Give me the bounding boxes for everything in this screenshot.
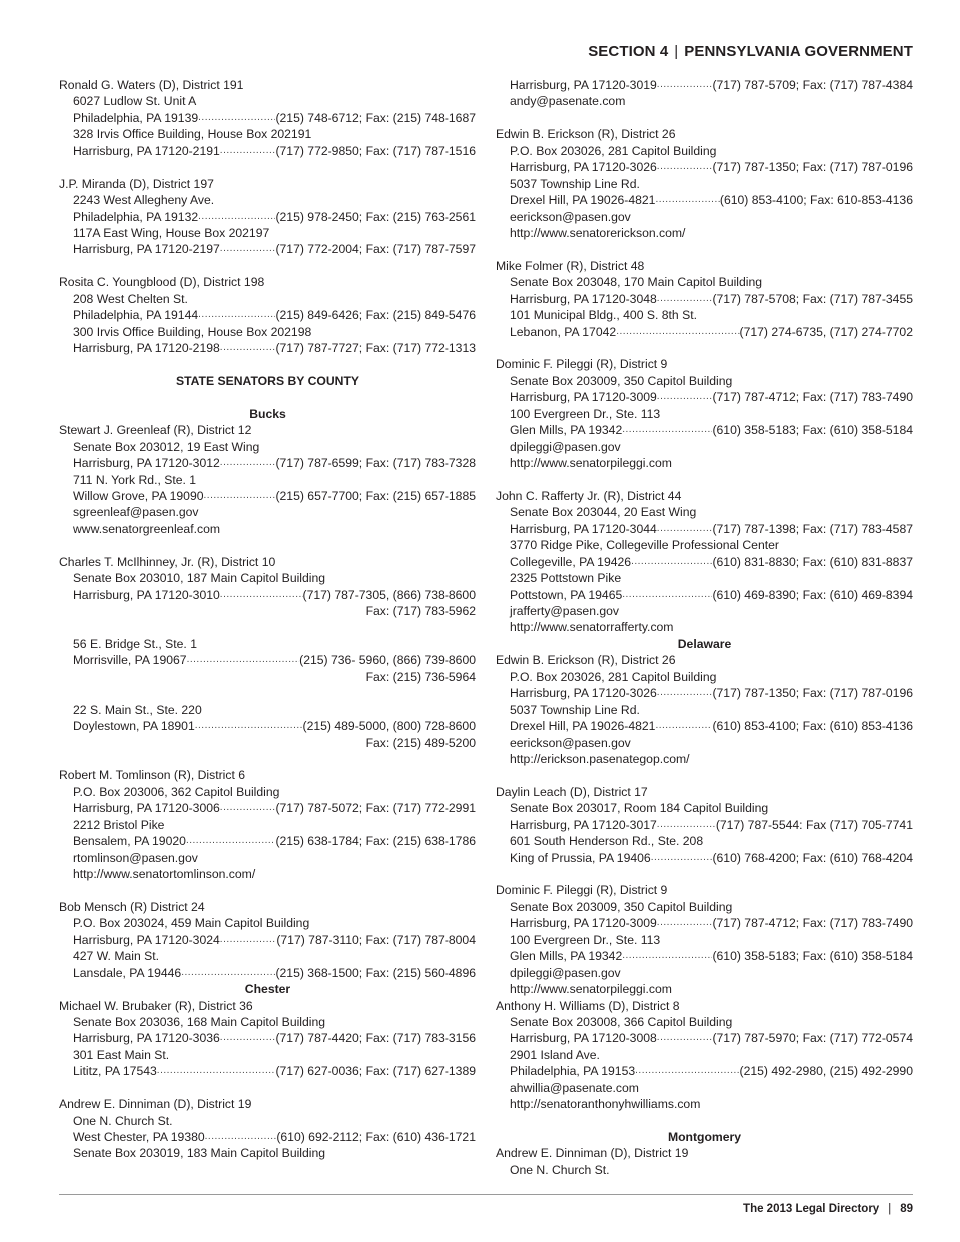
- senator-name: Charles T. McIlhinney, Jr. (R), District 10: [59, 554, 276, 569]
- contact-line: [496, 1063, 913, 1079]
- dot-leader: [657, 389, 713, 405]
- address-line: 2212 Bristol Pike: [73, 817, 165, 832]
- address-line: eerickson@pasen.gov: [510, 209, 631, 224]
- address-line: 117A East Wing, House Box 202197: [73, 225, 270, 240]
- entry-spacer: [59, 619, 476, 635]
- contact-line: [496, 324, 913, 340]
- phone-fax-text: (717) 787-4712; Fax: (717) 783-7490: [712, 916, 913, 931]
- phone-fax-text: (717) 787-5970; Fax: (717) 772-0574: [712, 1031, 913, 1046]
- address-line: 2243 West Allegheny Ave.: [73, 193, 215, 208]
- senator-name: Dominic F. Pileggi (R), District 9: [496, 883, 668, 898]
- dot-leader: [657, 685, 713, 701]
- address-text: Drexel Hill, PA 19026-4821: [510, 193, 656, 208]
- left-column: [59, 77, 476, 1162]
- entry-spacer: [496, 1113, 913, 1129]
- address-line: 711 N. York Rd., Ste. 1: [73, 472, 197, 487]
- dot-leader: [220, 932, 277, 948]
- entry-spacer: [59, 751, 476, 767]
- phone-fax-text: (717) 787-1350; Fax: (717) 787-0196: [712, 686, 913, 701]
- address-line: http://www.senatorpileggi.com: [510, 456, 672, 471]
- address-line: Senate Box 203009, 350 Capitol Building: [510, 899, 733, 914]
- address-line: andy@pasenate.com: [510, 94, 626, 109]
- entry-spacer: [59, 685, 476, 701]
- address-text: Lebanon, PA 17042: [510, 324, 617, 339]
- address-text: Morrisville, PA 19067: [73, 653, 187, 668]
- address-line: 3770 Ridge Pike, Collegeville Professional Center: [510, 538, 779, 553]
- entry-spacer: [59, 159, 476, 175]
- phone-fax-text: (717) 627-0036; Fax: (717) 627-1389: [275, 1064, 476, 1079]
- address-line: 101 Municipal Bldg., 400 S. 8th St.: [510, 308, 697, 323]
- address-line: www.senatorgreenleaf.com: [73, 521, 220, 536]
- senator-name: Bob Mensch (R) District 24: [59, 899, 205, 914]
- address-text: King of Prussia, PA 19406: [510, 850, 651, 865]
- phone-fax-text: (610) 853-4100; Fax: (610) 853-4136: [712, 719, 913, 734]
- contact-line: [496, 389, 913, 405]
- phone-fax-text: (717) 787-7727; Fax: (717) 772-1313: [275, 341, 476, 355]
- contact-line: [496, 159, 913, 175]
- address-line: Senate Box 203009, 350 Capitol Building: [510, 373, 733, 388]
- contact-line: [496, 915, 913, 931]
- address-line: http://www.senatorerickson.com/: [510, 225, 686, 240]
- address-line: ahwillia@pasenate.com: [510, 1080, 639, 1095]
- dot-leader: [220, 241, 276, 257]
- dot-leader: [657, 817, 716, 833]
- address-line: 328 Irvis Office Building, House Box 202191: [73, 127, 312, 142]
- senator-name: Anthony H. Williams (D), District 8: [496, 998, 680, 1013]
- address-line: Senate Box 203012, 19 East Wing: [73, 439, 260, 454]
- entry-spacer: [59, 882, 476, 898]
- address-text: Harrisburg, PA 17120-2191: [73, 143, 220, 158]
- phone-fax-text: (717) 787-5072; Fax: (717) 772-2991: [275, 801, 476, 816]
- address-line: http://www.senatorrafferty.com: [510, 620, 674, 635]
- address-line: eerickson@pasen.gov: [510, 735, 631, 750]
- address-line: Senate Box 203008, 366 Capitol Building: [510, 1014, 733, 1029]
- dot-leader: [198, 209, 275, 225]
- phone-fax-text: (717) 787-4420; Fax: (717) 783-3156: [275, 1031, 476, 1046]
- address-line: 100 Evergreen Dr., Ste. 113: [510, 406, 661, 421]
- section-heading: Delaware: [677, 636, 732, 651]
- entry-spacer: [59, 537, 476, 553]
- fax-continuation-line: Fax: (215) 489-5200: [365, 735, 476, 750]
- fax-continuation-line: Fax: (717) 783-5962: [365, 604, 476, 618]
- contact-line: [59, 110, 476, 126]
- address-line: 427 W. Main St.: [73, 949, 160, 964]
- dot-leader: [220, 455, 276, 471]
- contact-line: [496, 587, 913, 603]
- contact-line: [496, 77, 913, 93]
- phone-fax-text: (717) 787-6599; Fax: (717) 783-7328: [275, 456, 476, 471]
- page-footer: [59, 1194, 913, 1215]
- page-number: 89: [900, 1203, 913, 1215]
- phone-fax-text: (717) 787-5709; Fax: (717) 787-4384: [712, 78, 913, 92]
- address-line: 601 South Henderson Rd., Ste. 208: [510, 834, 704, 849]
- address-line: P.O. Box 203026, 281 Capitol Building: [510, 669, 717, 684]
- address-line: 56 E. Bridge St., Ste. 1: [73, 636, 197, 651]
- phone-fax-text: (610) 692-2112; Fax: (610) 436-1721: [276, 1130, 476, 1144]
- address-line: http://erickson.pasenategop.com/: [510, 751, 690, 766]
- fax-continuation-line: Fax: (215) 736-5964: [365, 669, 476, 684]
- contact-line: [59, 1063, 476, 1079]
- entry-spacer: [496, 340, 913, 356]
- contact-line: [59, 718, 476, 734]
- dot-leader: [657, 521, 713, 537]
- address-text: West Chester, PA 19380: [73, 1130, 205, 1144]
- contact-line: [496, 1030, 913, 1046]
- entry-spacer: [496, 110, 913, 126]
- contact-line: [496, 685, 913, 701]
- dot-leader: [157, 1063, 276, 1079]
- dot-leader: [657, 1030, 713, 1046]
- address-text: Glen Mills, PA 19342: [510, 949, 623, 964]
- contact-line: [496, 948, 913, 964]
- address-text: Drexel Hill, PA 19026-4821: [510, 719, 656, 734]
- address-line: rtomlinson@pasen.gov: [73, 850, 198, 865]
- contact-line: [59, 241, 476, 257]
- address-line: dpileggi@pasen.gov: [510, 965, 621, 980]
- address-text: Harrisburg, PA 17120-3012: [73, 456, 220, 471]
- address-line: P.O. Box 203006, 362 Capitol Building: [73, 784, 280, 799]
- phone-fax-text: (215) 748-6712; Fax: (215) 748-1687: [275, 110, 476, 125]
- phone-fax-text: (717) 787-1398; Fax: (717) 783-4587: [712, 521, 913, 536]
- phone-fax-text: (610) 358-5183; Fax: (610) 358-5184: [712, 949, 913, 964]
- entry-spacer: [59, 389, 476, 405]
- senator-name: Andrew E. Dinniman (D), District 19: [496, 1146, 689, 1161]
- dot-leader: [220, 587, 303, 603]
- dot-leader: [187, 652, 300, 668]
- phone-fax-text: (717) 274-6735, (717) 274-7702: [739, 324, 913, 339]
- entry-spacer: [59, 258, 476, 274]
- phone-fax-text: (215) 849-6426; Fax: (215) 849-5476: [275, 308, 476, 323]
- entry-spacer: [59, 1080, 476, 1096]
- senator-name: Edwin B. Erickson (R), District 26: [496, 127, 676, 142]
- dot-leader: [657, 159, 713, 175]
- address-text: Harrisburg, PA 17120-3008: [510, 1031, 657, 1046]
- contact-line: [496, 718, 913, 734]
- section-number: SECTION 4: [588, 43, 669, 60]
- phone-fax-text: (717) 787-7305, (866) 738-8600: [302, 587, 476, 602]
- senator-name: Stewart J. Greenleaf (R), District 12: [59, 423, 252, 438]
- address-line: Senate Box 203019, 183 Main Capitol Building: [73, 1146, 326, 1161]
- address-line: http://www.senatortomlinson.com/: [73, 867, 256, 881]
- address-line: Senate Box 203048, 170 Main Capitol Building: [510, 275, 763, 290]
- senator-name: Edwin B. Erickson (R), District 26: [496, 653, 676, 668]
- phone-fax-text: (215) 657-7700; Fax: (215) 657-1885: [275, 488, 476, 503]
- address-line: sgreenleaf@pasen.gov: [73, 505, 199, 520]
- address-text: Pottstown, PA 19465: [510, 587, 623, 602]
- phone-fax-text: (610) 358-5183; Fax: (610) 358-5184: [712, 423, 913, 438]
- senator-name: Rosita C. Youngblood (D), District 198: [59, 275, 265, 290]
- phone-fax-text: (610) 831-8830; Fax: (610) 831-8837: [712, 554, 913, 569]
- senator-name: Dominic F. Pileggi (R), District 9: [496, 357, 668, 372]
- address-text: Harrisburg, PA 17120-3026: [510, 686, 657, 701]
- address-text: Harrisburg, PA 17120-2198: [73, 341, 220, 355]
- contact-line: [59, 1030, 476, 1046]
- contact-line: [59, 340, 476, 356]
- contact-line: [59, 455, 476, 471]
- address-text: Harrisburg, PA 17120-3009: [510, 916, 657, 931]
- publication-title: The 2013 Legal Directory: [743, 1203, 880, 1215]
- address-text: Philadelphia, PA 19139: [73, 110, 199, 125]
- dot-leader: [655, 192, 719, 208]
- phone-fax-text: (215) 638-1784; Fax: (215) 638-1786: [275, 834, 476, 849]
- contact-line: [59, 587, 476, 603]
- senator-name: Andrew E. Dinniman (D), District 19: [59, 1097, 252, 1112]
- address-line: Senate Box 203017, Room 184 Capitol Building: [510, 801, 769, 816]
- contact-line: [59, 965, 476, 981]
- contact-line: [496, 521, 913, 537]
- address-line: 2325 Pottstown Pike: [510, 571, 622, 586]
- address-line: 5037 Township Line Rd.: [510, 702, 640, 717]
- address-text: Philadelphia, PA 19132: [73, 209, 199, 224]
- address-text: Harrisburg, PA 17120-3017: [510, 817, 657, 832]
- right-column: [496, 77, 913, 1178]
- address-text: Philadelphia, PA 19153: [510, 1064, 636, 1079]
- entry-spacer: [496, 241, 913, 257]
- address-line: dpileggi@pasen.gov: [510, 439, 621, 454]
- address-line: One N. Church St.: [73, 1113, 173, 1128]
- section-heading: STATE SENATORS BY COUNTY: [175, 373, 360, 388]
- phone-fax-text: (717) 787-5708; Fax: (717) 787-3455: [712, 291, 913, 306]
- address-text: Collegeville, PA 19426: [510, 554, 632, 569]
- phone-fax-text: (717) 787-3110; Fax: (717) 787-8004: [276, 932, 476, 947]
- dot-leader: [657, 915, 713, 931]
- address-line: 300 Irvis Office Building, House Box 202198: [73, 324, 312, 339]
- contact-line: [59, 800, 476, 816]
- contact-line: [59, 143, 476, 159]
- address-text: Harrisburg, PA 17120-3026: [510, 160, 657, 175]
- address-text: Glen Mills, PA 19342: [510, 423, 623, 438]
- senator-name: John C. Rafferty Jr. (R), District 44: [496, 488, 682, 503]
- dot-leader: [631, 554, 712, 570]
- address-line: 6027 Ludlow St. Unit A: [73, 94, 197, 109]
- address-line: One N. Church St.: [510, 1162, 610, 1177]
- address-text: Lansdale, PA 19446: [73, 965, 182, 980]
- dot-leader: [657, 77, 713, 93]
- dot-leader: [651, 850, 713, 866]
- phone-fax-text: (610) 469-8390; Fax: (610) 469-8394: [712, 587, 913, 602]
- dot-leader: [622, 587, 712, 603]
- senator-name: Mike Folmer (R), District 48: [496, 258, 645, 273]
- dot-leader: [205, 1129, 277, 1145]
- address-line: Senate Box 203036, 168 Main Capitol Building: [73, 1014, 326, 1029]
- contact-line: [59, 209, 476, 225]
- dot-leader: [220, 340, 276, 356]
- senator-name: Ronald G. Waters (D), District 191: [59, 78, 244, 92]
- contact-line: [496, 554, 913, 570]
- senator-name: Robert M. Tomlinson (R), District 6: [59, 768, 246, 783]
- dot-leader: [220, 143, 276, 159]
- contact-line: [496, 850, 913, 866]
- senator-name: J.P. Miranda (D), District 197: [59, 176, 214, 191]
- dot-leader: [181, 965, 275, 981]
- senator-name: Daylin Leach (D), District 17: [496, 784, 648, 799]
- address-line: 22 S. Main St., Ste. 220: [73, 702, 202, 717]
- dot-leader: [220, 1030, 276, 1046]
- address-text: Harrisburg, PA 17120-3044: [510, 521, 657, 536]
- contact-line: [496, 192, 913, 208]
- entry-spacer: [59, 356, 476, 372]
- dot-leader: [186, 833, 276, 849]
- address-text: Willow Grove, PA 19090: [73, 488, 204, 503]
- contact-line: [59, 307, 476, 323]
- contact-line: [59, 833, 476, 849]
- address-line: P.O. Box 203026, 281 Capitol Building: [510, 143, 717, 158]
- dot-leader: [622, 422, 712, 438]
- address-text: Harrisburg, PA 17120-3024: [73, 932, 220, 947]
- address-line: 5037 Township Line Rd.: [510, 176, 640, 191]
- contact-line: [496, 291, 913, 307]
- address-line: 100 Evergreen Dr., Ste. 113: [510, 932, 661, 947]
- phone-fax-text: (717) 787-5544: Fax (717) 705-7741: [715, 817, 913, 832]
- dot-leader: [220, 800, 276, 816]
- section-heading: Chester: [244, 982, 291, 997]
- dot-leader: [198, 110, 275, 126]
- phone-fax-text: (610) 853-4100; Fax: 610-853-4136: [719, 193, 913, 208]
- phone-fax-text: (215) 368-1500; Fax: (215) 560-4896: [275, 965, 476, 980]
- address-text: Harrisburg, PA 17120-2197: [73, 242, 220, 257]
- phone-fax-text: (717) 787-1350; Fax: (717) 787-0196: [712, 160, 913, 175]
- senator-name: Michael W. Brubaker (R), District 36: [59, 998, 253, 1013]
- footer-separator: |: [888, 1203, 892, 1215]
- dot-leader: [195, 718, 303, 734]
- dot-leader: [204, 488, 276, 504]
- contact-line: [59, 932, 476, 948]
- phone-fax-text: (610) 768-4200; Fax: (610) 768-4204: [712, 850, 913, 865]
- entry-spacer: [496, 767, 913, 783]
- address-text: Harrisburg, PA 17120-3019: [510, 78, 657, 92]
- dot-leader: [655, 718, 712, 734]
- contact-line: [59, 488, 476, 504]
- address-text: Lititz, PA 17543: [73, 1064, 157, 1079]
- address-line: 2901 Island Ave.: [510, 1047, 600, 1062]
- contact-line: [59, 652, 476, 668]
- section-header: [588, 43, 913, 60]
- phone-fax-text: (717) 787-4712; Fax: (717) 783-7490: [712, 390, 913, 405]
- address-line: Senate Box 203010, 187 Main Capitol Building: [73, 571, 326, 586]
- dot-leader: [635, 1063, 739, 1079]
- phone-fax-text: (215) 492-2980, (215) 492-2990: [739, 1064, 913, 1079]
- dot-leader: [657, 291, 713, 307]
- phone-fax-text: (215) 978-2450; Fax: (215) 763-2561: [275, 209, 476, 224]
- section-title: PENNSYLVANIA GOVERNMENT: [684, 43, 913, 60]
- dot-leader: [198, 307, 275, 323]
- address-text: Harrisburg, PA 17120-3010: [73, 587, 220, 602]
- address-text: Doylestown, PA 18901: [73, 719, 195, 734]
- address-line: P.O. Box 203024, 459 Main Capitol Building: [73, 916, 310, 931]
- address-line: jrafferty@pasen.gov: [510, 604, 620, 618]
- address-line: http://www.senatorpileggi.com: [510, 982, 672, 997]
- address-line: http://senatoranthonyhwilliams.com: [510, 1097, 701, 1112]
- address-text: Harrisburg, PA 17120-3036: [73, 1031, 220, 1046]
- address-text: Harrisburg, PA 17120-3006: [73, 801, 220, 816]
- phone-fax-text: (215) 736- 5960, (866) 739-8600: [299, 653, 476, 668]
- header-separator: |: [674, 43, 679, 60]
- contact-line: [496, 817, 913, 833]
- section-heading: Montgomery: [667, 1130, 742, 1144]
- phone-fax-text: (717) 772-2004; Fax: (717) 787-7597: [275, 242, 476, 257]
- address-line: 301 East Main St.: [73, 1047, 170, 1062]
- contact-line: [59, 1129, 476, 1145]
- address-text: Harrisburg, PA 17120-3009: [510, 390, 657, 405]
- dot-leader: [622, 948, 712, 964]
- entry-spacer: [496, 866, 913, 882]
- address-line: 208 West Chelten St.: [73, 291, 188, 306]
- dot-leader: [616, 324, 739, 340]
- address-text: Bensalem, PA 19020: [73, 834, 186, 849]
- entry-spacer: [496, 472, 913, 488]
- section-heading: Bucks: [249, 406, 286, 421]
- address-text: Harrisburg, PA 17120-3048: [510, 291, 657, 306]
- address-line: Senate Box 203044, 20 East Wing: [510, 505, 697, 520]
- contact-line: [496, 422, 913, 438]
- phone-fax-text: (215) 489-5000, (800) 728-8600: [302, 719, 476, 734]
- phone-fax-text: (717) 772-9850; Fax: (717) 787-1516: [275, 143, 476, 158]
- address-text: Philadelphia, PA 19144: [73, 308, 199, 323]
